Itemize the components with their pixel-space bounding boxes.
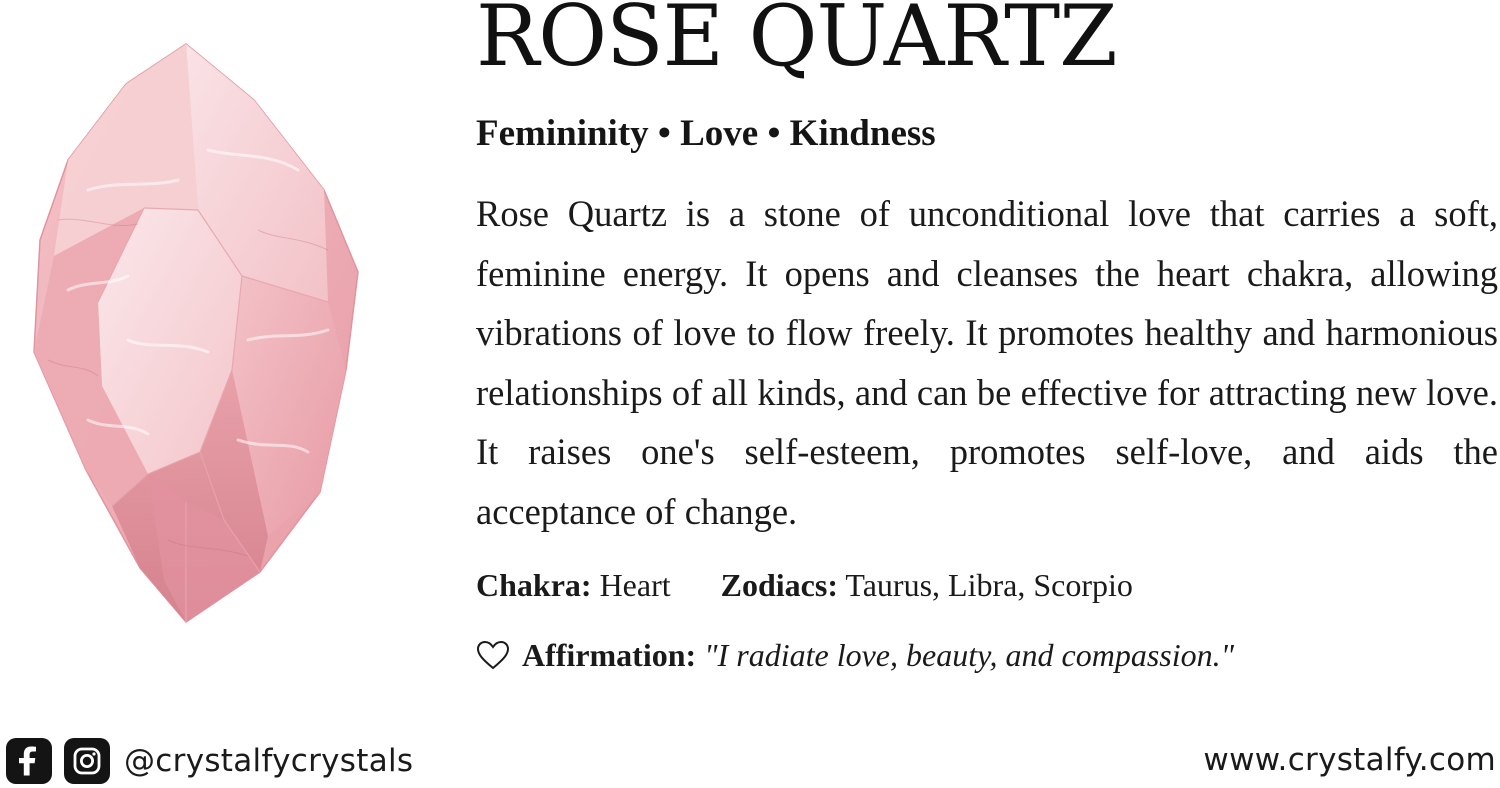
chakra-zodiac-line [476,566,1133,604]
zodiacs-value: Taurus, Libra, Scorpio [845,567,1133,603]
chakra-label: Chakra: [476,567,592,603]
stone-description: Rose Quartz is a stone of unconditional love that carries a soft, feminine energy. It opens and cleanses the heart chakra, allowing vibrations of love to flow freely. It promotes healthy and harmonious relationships of all kinds, and can be effective for attracting new love. It raises one's self-esteem, promotes self-love, and aids the acceptance of change. [476,193,1498,532]
stone-keywords: Femininity • Love • Kindness [476,113,936,154]
heart-outline-icon [476,640,510,670]
zodiacs-label: Zodiacs: [720,567,838,603]
affirmation-line [476,636,1234,674]
website-link[interactable]: www.crystalfy.com [1203,742,1496,778]
instagram-icon[interactable] [64,738,110,784]
facebook-icon[interactable] [6,738,52,784]
affirmation-text: "I radiate love, beauty, and compassion." [704,637,1235,673]
affirmation-label: Affirmation: [522,637,697,673]
social-handle[interactable]: @crystalfycrystals [124,743,414,779]
chakra-value: Heart [599,567,671,603]
stone-title: ROSE QUARTZ [476,0,1117,85]
rose-quartz-crystal-illustration [28,40,368,630]
social-links [6,738,413,784]
